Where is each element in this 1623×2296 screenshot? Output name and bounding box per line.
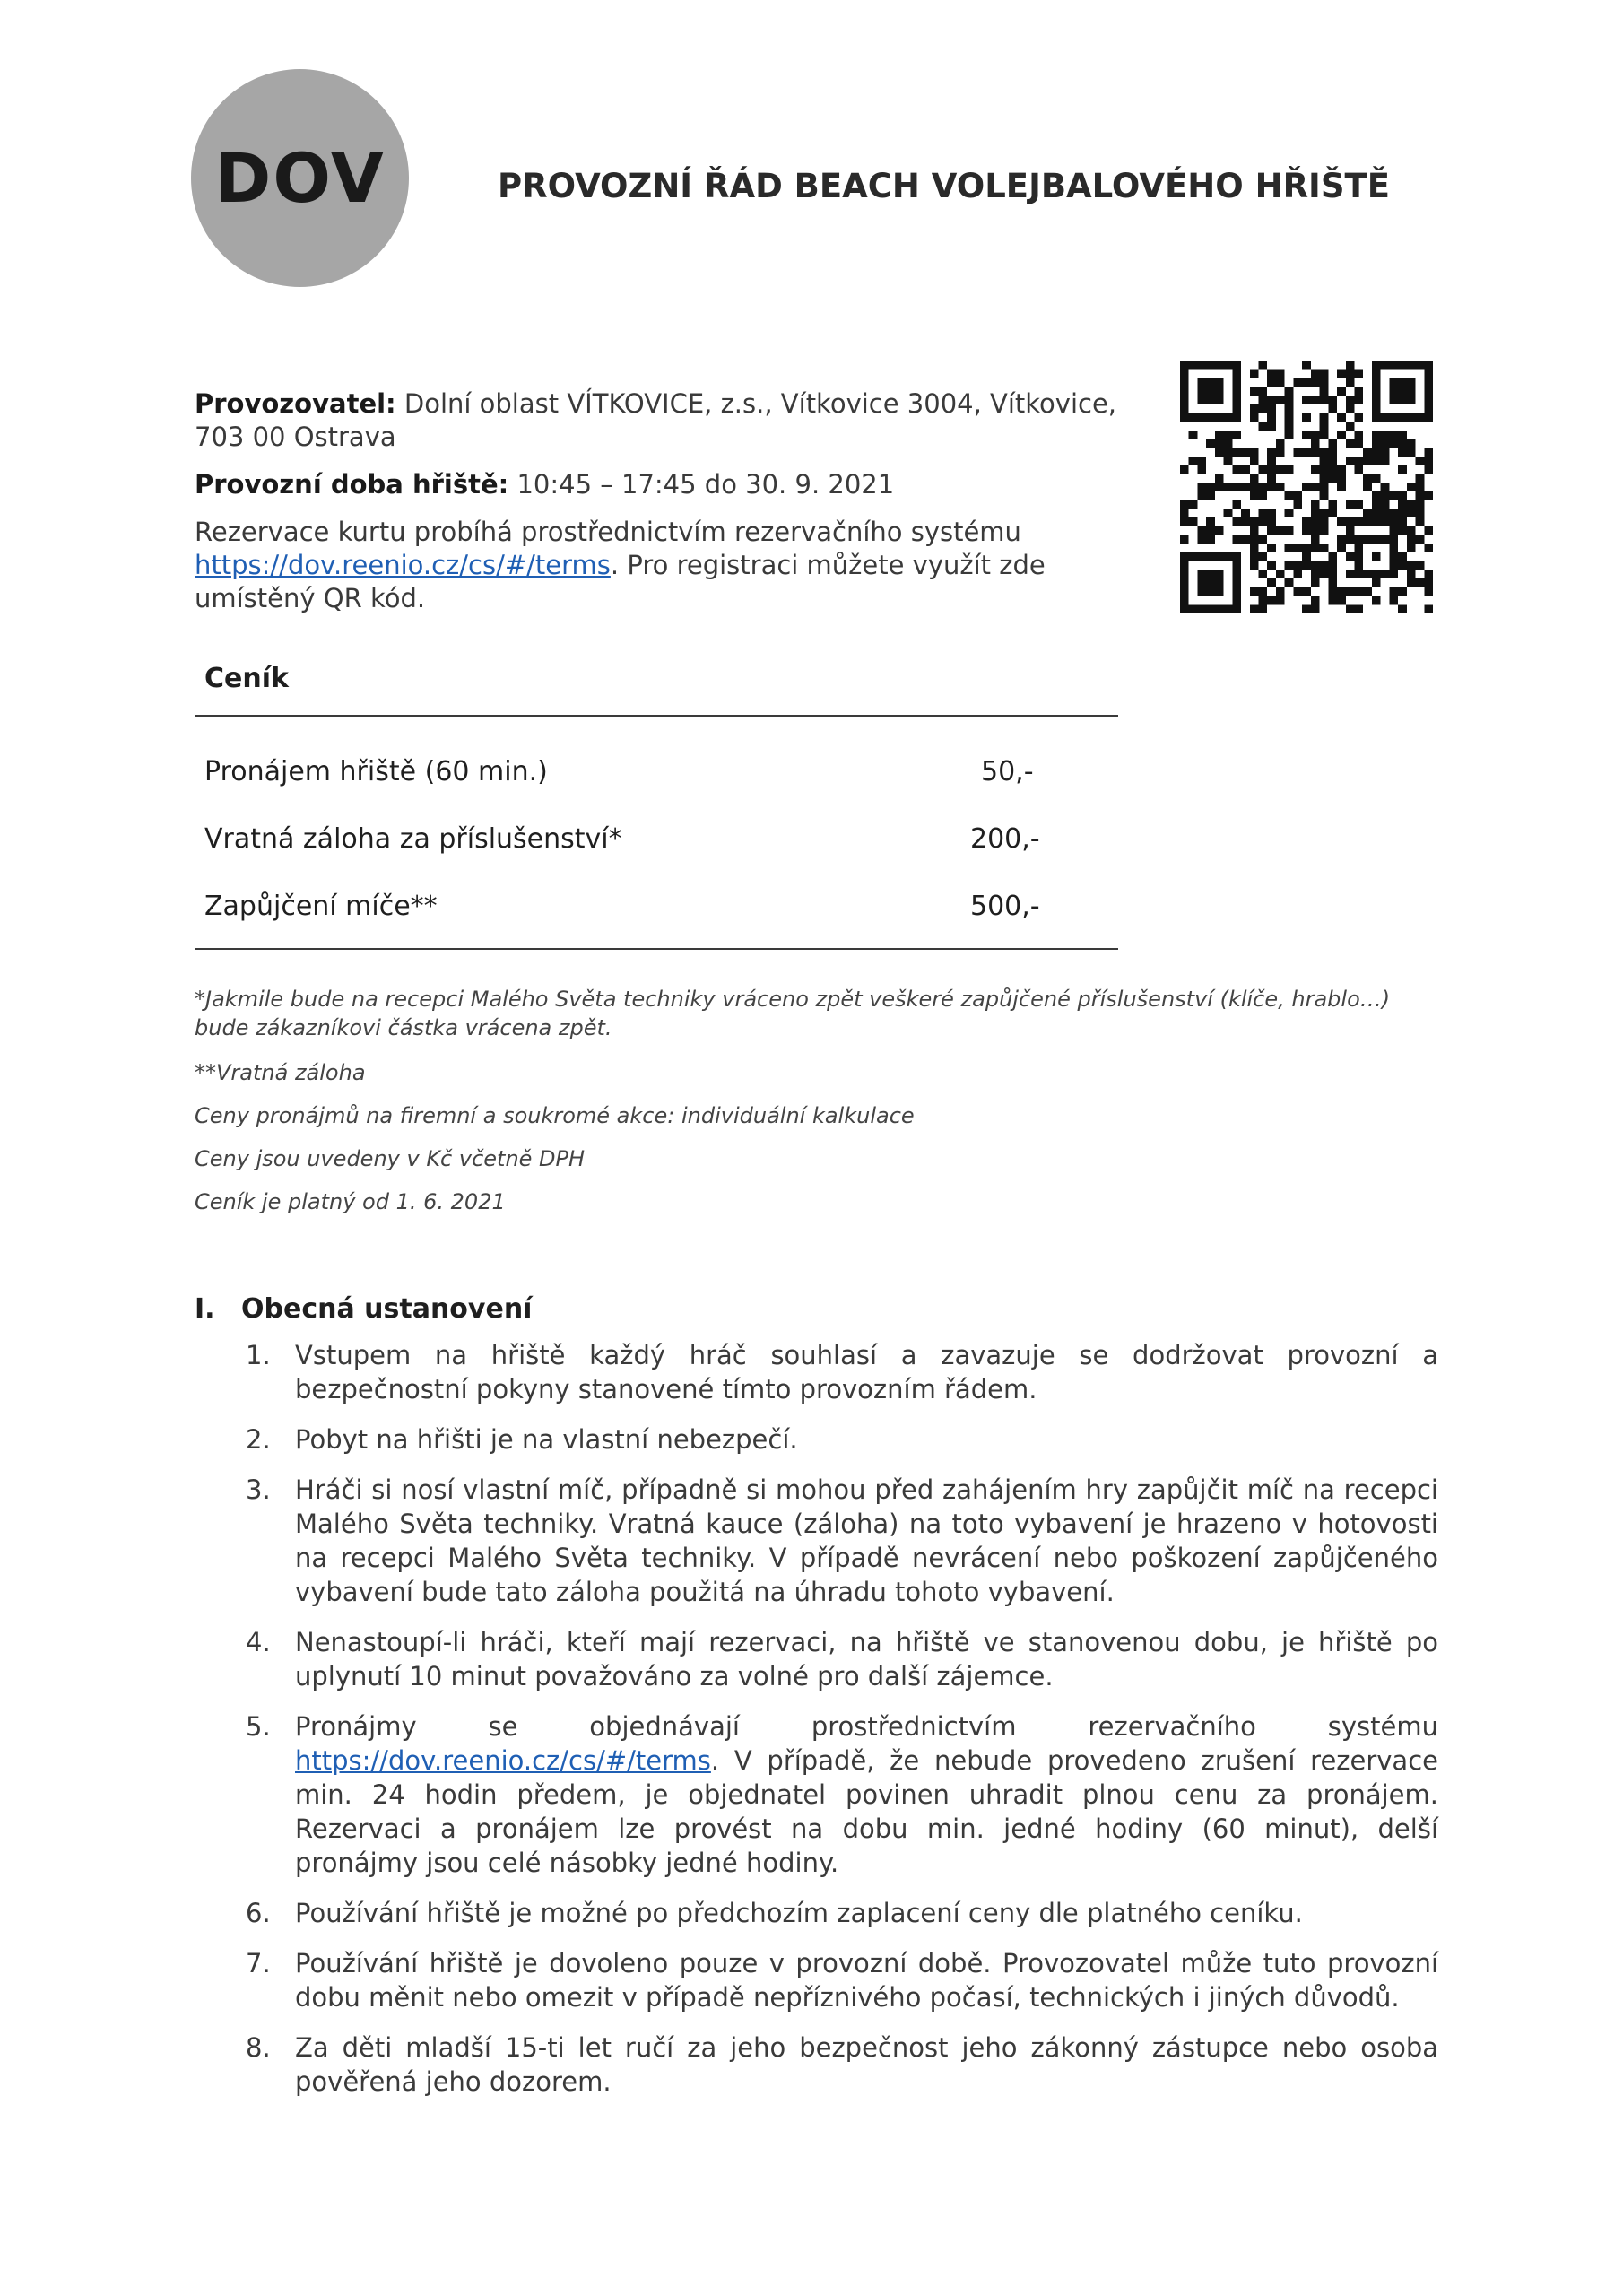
note-corporate: Ceny pronájmů na firemní a soukromé akce: individuální kalkulace bbox=[195, 1103, 915, 1128]
list-item bbox=[237, 2031, 1438, 2099]
pricelist-notes bbox=[195, 985, 1450, 1216]
note-deposit-return: *Jakmile bude na recepci Malého Světa techniky vráceno zpět veškeré zapůjčené příslušenství (klíče, hrablo…) bude zákazníkovi částka vrácena zpět. bbox=[195, 987, 1391, 1040]
section-title: Obecná ustanovení bbox=[241, 1293, 533, 1325]
price-value: 200,- bbox=[970, 823, 1040, 855]
note-refundable: **Vratná záloha bbox=[195, 1060, 366, 1085]
price-label: Zapůjčení míče** bbox=[204, 891, 438, 922]
price-row bbox=[204, 823, 1101, 855]
intro-section bbox=[195, 387, 1145, 630]
note-vat: Ceny jsou uvedeny v Kč včetně DPH bbox=[195, 1146, 586, 1171]
pricelist-top-rule bbox=[195, 715, 1118, 717]
pricelist-heading: Ceník bbox=[204, 663, 289, 694]
hours-text: 10:45 – 17:45 do 30. 9. 2021 bbox=[508, 469, 895, 500]
operator-text: Dolní oblast VÍTKOVICE, z.s., Vítkovice 3004, Vítkovice, 703 00 Ostrava bbox=[195, 388, 1117, 452]
item-number: 6. bbox=[246, 1898, 271, 1928]
section-number: I. bbox=[195, 1293, 215, 1325]
price-row bbox=[204, 891, 1101, 922]
price-row bbox=[204, 756, 1101, 787]
list-item bbox=[237, 1625, 1438, 1693]
hours-line bbox=[195, 468, 1145, 501]
dov-logo bbox=[191, 69, 409, 287]
item-text: Používání hřiště je možné po předchozím zaplacení ceny dle platného ceníku. bbox=[295, 1898, 1303, 1928]
item-number: 3. bbox=[246, 1474, 271, 1505]
item-number: 1. bbox=[246, 1340, 271, 1370]
item-number: 5. bbox=[246, 1711, 271, 1742]
price-label: Vratná záloha za příslušenství* bbox=[204, 823, 622, 855]
list-item bbox=[237, 1896, 1438, 1930]
item-number: 2. bbox=[246, 1424, 271, 1455]
operator-line bbox=[195, 387, 1145, 454]
pricelist-bottom-rule bbox=[195, 948, 1118, 950]
reservation-text: Rezervace kurtu probíhá prostřednictvím rezervačního systému bbox=[195, 517, 1021, 547]
list-item bbox=[237, 1338, 1438, 1406]
section-heading bbox=[195, 1293, 532, 1325]
item-number: 7. bbox=[246, 1948, 271, 1979]
item-number: 8. bbox=[246, 2032, 271, 2063]
logo-text: DOV bbox=[214, 138, 386, 218]
operator-label: Provozovatel: bbox=[195, 388, 396, 419]
item-text: Používání hřiště je dovoleno pouze v provozní době. Provozovatel může tuto provozní dobu měnit nebo omezit v případě nepříznivého počasí, technických i jiných důvodů. bbox=[295, 1948, 1438, 2013]
reservation-line bbox=[195, 516, 1145, 615]
rules-list bbox=[237, 1338, 1438, 2115]
item-text: Pronájmy se objednávají prostřednictvím rezervačního systému bbox=[295, 1711, 1438, 1742]
list-item bbox=[237, 1422, 1438, 1457]
reservation-text-2: . Pro registraci můžete využít zde umístěný QR kód. bbox=[195, 550, 1046, 613]
item-number: 4. bbox=[246, 1627, 271, 1657]
price-label: Pronájem hřiště (60 min.) bbox=[204, 756, 548, 787]
price-value: 50,- bbox=[981, 756, 1034, 787]
hours-label: Provozní doba hřiště: bbox=[195, 469, 509, 500]
item-text: . V případě, že nebude provedeno zrušení rezervace min. 24 hodin předem, je objednatel povinen uhradit plnou cenu za pronájem. Rezervaci a pronájem lze provést na dobu min. jedné hodiny (60 minut), delší pronájmy jsou celé násobky jedné hodiny. bbox=[295, 1745, 1438, 1878]
list-item bbox=[237, 1709, 1438, 1880]
list-item bbox=[237, 1946, 1438, 2014]
reservation-link[interactable]: https://dov.reenio.cz/cs/#/terms bbox=[295, 1745, 711, 1776]
qr-code-icon[interactable] bbox=[1180, 361, 1433, 613]
document-title: PROVOZNÍ ŘÁD BEACH VOLEJBALOVÉHO HŘIŠTĚ bbox=[498, 167, 1390, 205]
list-item bbox=[237, 1473, 1438, 1609]
item-text: Vstupem na hřiště každý hráč souhlasí a zavazuje se dodržovat provozní a bezpečnostní pokyny stanovené tímto provozním řádem. bbox=[295, 1340, 1438, 1405]
note-valid-from: Ceník je platný od 1. 6. 2021 bbox=[195, 1189, 506, 1214]
item-text: Hráči si nosí vlastní míč, případně si mohou před zahájením hry zapůjčit míč na recepci Malého Světa techniky. Vratná kauce (záloha) na toto vybavení je hrazeno v hotovosti na recepci Malého Světa techniky. V případě nevrácení nebo poškození zapůjčeného vybavení bude tato záloha použitá na úhradu tohoto vybavení. bbox=[295, 1474, 1438, 1607]
item-text: Nenastoupí-li hráči, kteří mají rezervaci, na hřiště ve stanovenou dobu, je hřiště po uplynutí 10 minut považováno za volné pro další zájemce. bbox=[295, 1627, 1438, 1692]
reservation-link[interactable]: https://dov.reenio.cz/cs/#/terms bbox=[195, 550, 611, 580]
item-text: Za děti mladší 15-ti let ručí za jeho bezpečnost jeho zákonný zástupce nebo osoba pověřená jeho dozorem. bbox=[295, 2032, 1438, 2097]
item-text: Pobyt na hřišti je na vlastní nebezpečí. bbox=[295, 1424, 798, 1455]
price-value: 500,- bbox=[970, 891, 1040, 922]
